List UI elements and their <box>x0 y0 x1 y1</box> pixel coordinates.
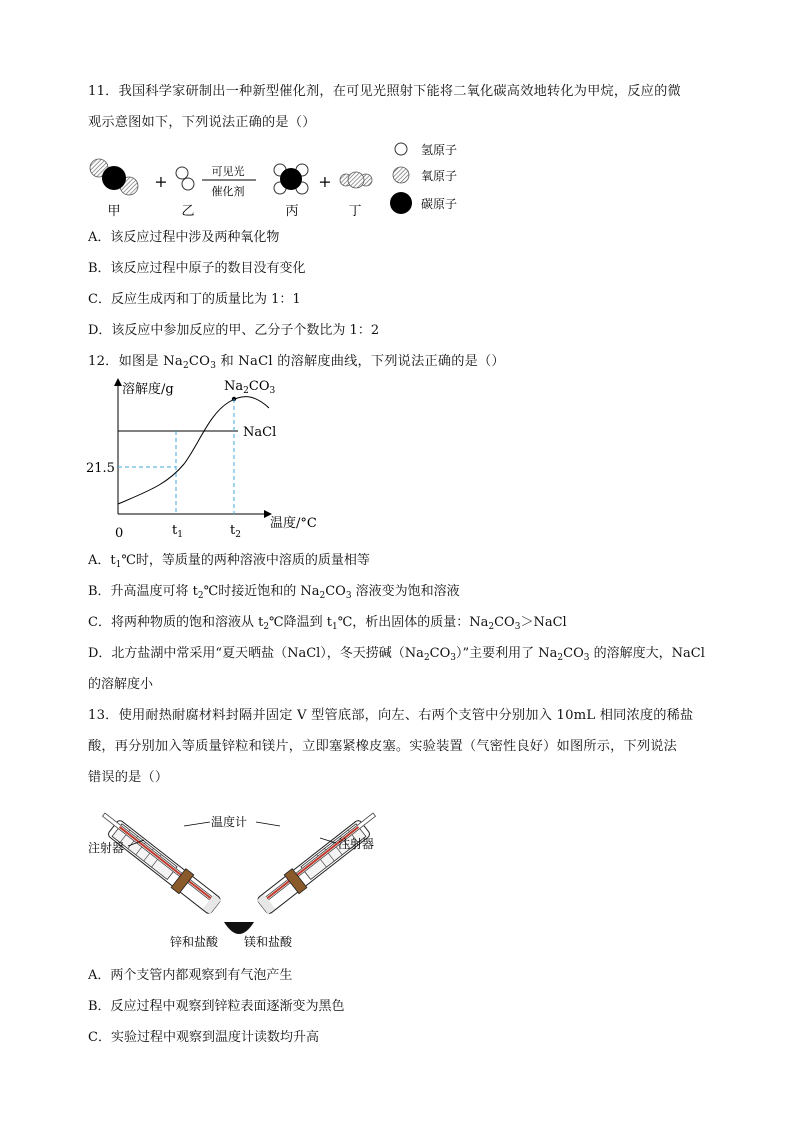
h2-molecule-icon <box>176 167 194 190</box>
condition-light: 可见光 <box>211 165 245 178</box>
q11-option-b: B．该反应过程中原子的数目没有变化 <box>88 261 306 276</box>
q11-stem-line2: 观示意图如下，下列说法正确的是（） <box>88 115 316 130</box>
q12-option-a: A．$t_1℃$时，等质量的两种溶液中溶质的质量相等 <box>88 553 370 570</box>
legend-hydrogen: 氢原子 <box>421 143 458 157</box>
q13-option-b: B．反应过程中观察到锌粒表面逐渐变为黑色 <box>88 999 345 1014</box>
thermometer-label: 温度计 <box>211 815 248 829</box>
label-bing: 丙 <box>285 204 299 219</box>
sealed-bottom <box>224 922 254 934</box>
oxygen-atom-icon <box>393 167 409 183</box>
q11-option-c: C．反应生成丙和丁的质量比为 1：1 <box>88 292 301 307</box>
q13-stem-line1: 13．使用耐热耐腐材料封隔并固定 V 型管底部，向左、右两个支管中分别加入 10mL 相同浓度的稀盐 <box>88 708 694 723</box>
hydrogen-atom-icon <box>395 143 407 155</box>
y-axis-label: 溶解度/g <box>122 382 174 397</box>
q13-apparatus-diagram <box>84 796 394 956</box>
legend-carbon: 碳原子 <box>421 197 458 211</box>
q12-stem: 12．如图是 $Na_2CO_3$ 和 NaCl 的溶解度曲线，下列说法正确的是（） <box>88 354 505 371</box>
q12-option-d-line1: D．北方盐湖中常采用“夏天晒盐（NaCl），冬天捞碱$(Na_2CO_3)$”主要利用了 $Na_2CO_3$ 的溶解度大，NaCl <box>88 646 705 663</box>
legend-oxygen: 氧原子 <box>421 169 458 183</box>
q13-stem-line3: 错误的是（） <box>88 770 169 785</box>
q13-stem-line2: 酸，再分别加入等质量锌粒和镁片，立即塞紧橡皮塞。实验装置（气密性良好）如图所示，下列说法 <box>88 739 678 754</box>
x-axis-label: 温度/°C <box>270 516 317 531</box>
q11-reaction-diagram <box>84 138 484 222</box>
q12-solubility-chart <box>84 374 344 544</box>
q12-option-c: C．将两种物质的饱和溶液从 $t_2℃$降温到 $t_1℃$，析出固体的质量：$Na_2CO_3>NaCl$ <box>88 615 567 632</box>
q11-stem-line1: 11．我国科学家研制出一种新型催化剂，在可见光照射下能将二氧化碳高效地转化为甲烷，反应的微 <box>88 84 681 99</box>
label-jia: 甲 <box>107 204 121 219</box>
tick-t2: $t_2$ <box>230 523 241 540</box>
syringe-right-label: 注射器 <box>338 837 375 851</box>
h2o-molecule-icon <box>340 172 372 188</box>
q11-option-a: A．该反应过程中涉及两种氧化物 <box>88 230 280 245</box>
syringe-left-label: 注射器 <box>88 841 125 855</box>
carbon-atom-icon <box>390 192 412 214</box>
tick-21.5: 21.5 <box>86 461 115 476</box>
q13-option-c: C．实验过程中观察到温度计读数均升高 <box>88 1030 319 1045</box>
plus-sign: + <box>154 172 168 191</box>
q12-option-b: B．升高温度可将 $t_2℃$时接近饱和的 $Na_2CO_3$ 溶液变为饱和溶液 <box>88 584 460 601</box>
nacl-label: NaCl <box>243 425 277 440</box>
left-tube-label: 锌和盐酸 <box>170 935 219 949</box>
q12-option-d-line2: 的溶解度小 <box>88 677 154 692</box>
na2co3-label: $Na_2CO_3$ <box>224 379 276 396</box>
origin-label: 0 <box>115 526 124 541</box>
q13-option-a: A．两个支管内都观察到有气泡产生 <box>88 968 293 983</box>
ch4-molecule-icon <box>274 164 308 194</box>
plus-sign-2: + <box>318 172 332 191</box>
label-yi: 乙 <box>181 204 195 219</box>
co2-molecule-icon <box>90 159 138 195</box>
right-tube-label: 镁和盐酸 <box>244 935 293 949</box>
label-ding: 丁 <box>348 204 362 219</box>
na2co3-curve <box>118 397 269 504</box>
q11-option-d: D．该反应中参加反应的甲、乙分子个数比为 1：2 <box>88 323 380 338</box>
condition-catalyst: 催化剂 <box>211 185 245 198</box>
tick-t1: $t_1$ <box>172 523 183 540</box>
